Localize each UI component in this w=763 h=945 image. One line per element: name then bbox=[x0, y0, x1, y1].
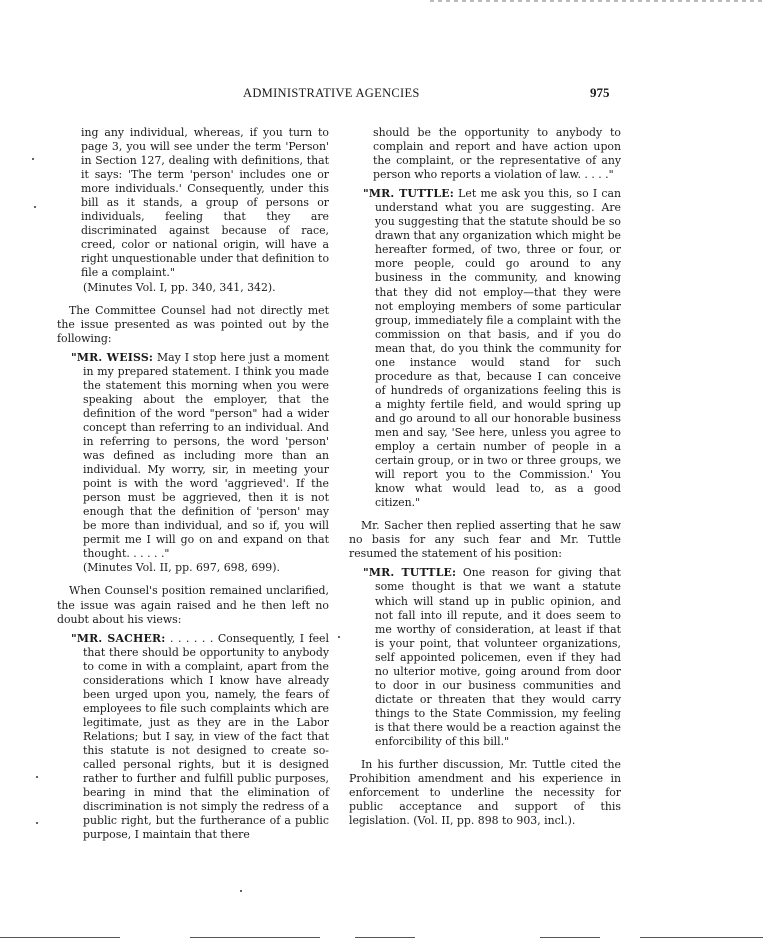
paragraph: When Counsel's position remained unclarified, the issue was again raised and he then left no doubt about his views: bbox=[57, 584, 329, 626]
footer-rule bbox=[640, 937, 763, 938]
speaker-label: "MR. SACHER: bbox=[71, 631, 166, 645]
footer-rule bbox=[355, 937, 415, 938]
quote-text: . . . . . . Consequently, I feel that there should be opportunity to anybody to come in with a complaint, apart from the considerations which I know have already been urged upon you, namely, the fears of employees to file such complaints which are legitimate, just as they are in the Labor Relations; but I say, in view of the fact that this statute is not designed to create so-called personal rights, but it is designed rather to further and fulfill public purposes, bearing in mind that the elimination of discrimination is not simply the redress of a public right, but the furtherance of a public purpose, I maintain that there bbox=[83, 631, 329, 842]
citation: (Minutes Vol. II, pp. 697, 698, 699). bbox=[83, 561, 280, 575]
quote-text: Let me ask you this, so I can understand what you are suggesting. Are you suggesting that the statute should be so drawn that any organization which might be hereafter formed, of two, three or four, or more people, could go around to any business in the community, and knowing that they did not employ—that they were not employing members of some particular group, immediately file a complaint with the commission on that basis, and if you do mean that, do you think the community for one instance would stand for such procedure as that, because I can conceive of hundreds of organizations feeling this is a mighty fertile field, and would spring up and go around to all our honorable business men and say, 'See here, unless you agree to employ a certain number of people in a certain group, or in two or three groups, we will report you to the Commission.' You know what would lead to, as a good citizen." bbox=[375, 187, 621, 510]
quote-weiss bbox=[57, 351, 329, 562]
speaker-label: "MR. TUTTLE: bbox=[363, 187, 454, 201]
running-head: ADMINISTRATIVE AGENCIES bbox=[243, 86, 420, 100]
left-column bbox=[57, 126, 329, 842]
paragraph: Mr. Sacher then replied asserting that he saw no basis for any such fear and Mr. Tuttle resumed the statement of his position: bbox=[349, 519, 621, 561]
footer-rule bbox=[190, 937, 320, 938]
speaker-label: "MR. TUTTLE: bbox=[363, 566, 457, 580]
page-number: 975 bbox=[590, 85, 610, 100]
speaker-label: "MR. WEISS: bbox=[71, 350, 154, 364]
right-column bbox=[349, 126, 621, 828]
footer-rule bbox=[540, 937, 600, 938]
citation: (Minutes Vol. I, pp. 340, 341, 342). bbox=[83, 280, 276, 294]
quote-text: One reason for giving that some thought is that we want a statute which will stand up in public opinion, and not fall into ill repute, and it does seem to me worthy of consideration, at least if that is your point, that volunteer organizations, self appointed policemen, even if they had no ulterior motive, going around from door to door in our business communities and dictate or threaten that they would carry things to the State Commission, my feeling is that there would be a reaction against the enforcibility of this bill." bbox=[375, 566, 621, 748]
margin-speck bbox=[32, 158, 34, 160]
quote-continuation: should be the opportunity to anybody to complain and report and have action upon the complaint, or the representative of any person who reports a violation of law. . . . ." bbox=[373, 126, 621, 182]
footer-rule bbox=[0, 937, 120, 938]
page-footer bbox=[0, 937, 763, 938]
quote-tuttle-1 bbox=[349, 187, 621, 510]
quote-sacher bbox=[57, 632, 329, 843]
margin-speck bbox=[36, 776, 38, 778]
quote-continuation: ing any individual, whereas, if you turn to page 3, you will see under the term 'Person' in Section 127, dealing with definitions, that it says: 'The term 'person' includes one or more individuals.' Consequently, under this bill as it stands, a group of persons or individuals, feeling that they are discriminated against because of race, creed, color or national origin, will have a right unquestionable under that definition to file a complaint." bbox=[81, 126, 329, 280]
margin-speck bbox=[240, 890, 242, 892]
page-header bbox=[0, 86, 763, 106]
quote-text: May I stop here just a moment in my prepared statement. I think you made the statement this morning when you were speaking about the employer, that the definition of the word "person" had a wider concept than referring to an individual. And in referring to persons, the word 'person' was defined as including more than an individual. My worry, sir, in meeting your point is with the word 'aggrieved'. If the person must be aggrieved, then it is not enough that the definition of 'person' may be more than individual, and so if, you will permit me I will go on and expand on that thought. . . . . ." bbox=[83, 350, 329, 561]
margin-speck bbox=[36, 822, 38, 824]
margin-speck bbox=[338, 636, 340, 638]
paragraph: In his further discussion, Mr. Tuttle cited the Prohibition amendment and his experience in enforcement to underline the necessity for public acceptance and support of this legislation. (Vol. II, pp. 898 to 903, incl.). bbox=[349, 758, 621, 828]
scan-top-edge bbox=[430, 0, 763, 2]
paragraph: The Committee Counsel had not directly met the issue presented as was pointed out by the following: bbox=[57, 303, 329, 345]
margin-speck bbox=[34, 206, 36, 208]
quote-tuttle-2 bbox=[349, 566, 621, 749]
